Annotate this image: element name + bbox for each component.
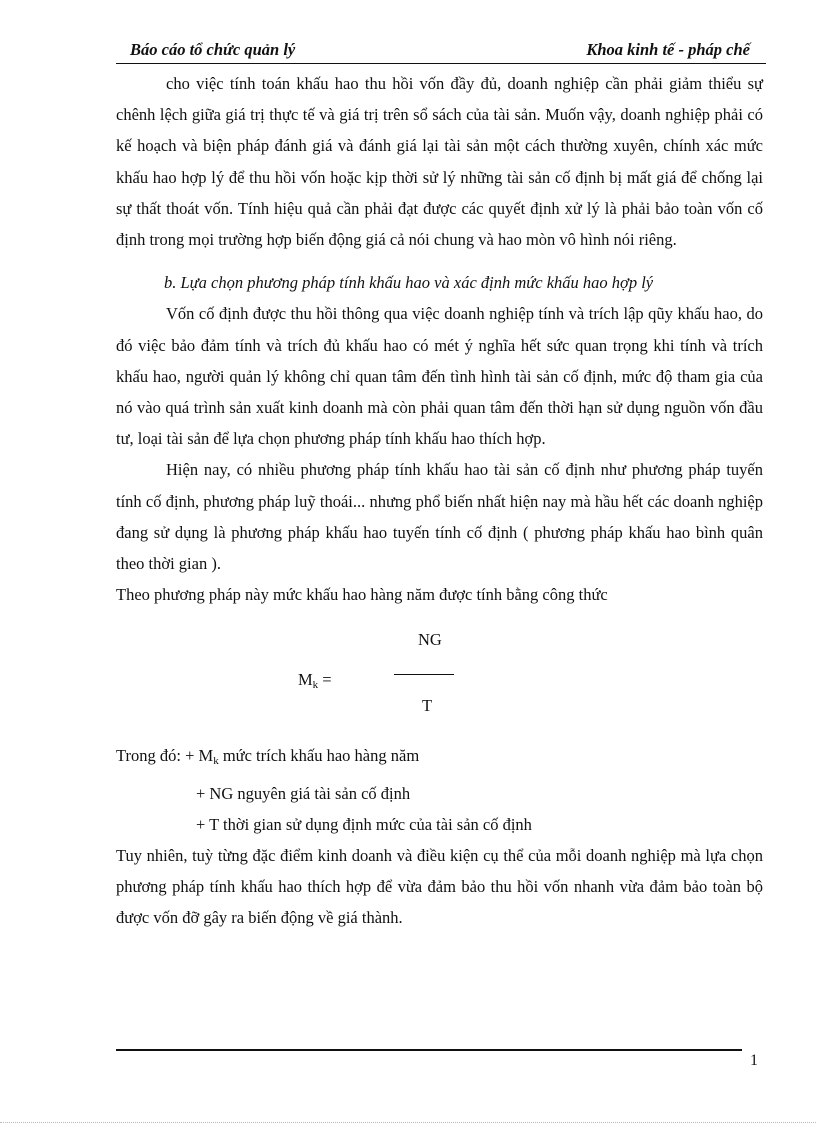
header-right-title: Khoa kinh tế - pháp chế [586, 40, 750, 59]
header-divider [116, 63, 766, 64]
page-number: 1 [750, 1052, 758, 1069]
depreciation-formula [116, 624, 763, 734]
document-body [116, 68, 763, 934]
formula-lhs: $M_k$ = [298, 670, 332, 692]
definition-2: + NG nguyên giá tài sản cố định [196, 783, 411, 803]
paragraph-1: cho việc tính toán khấu hao thu hồi vốn đầy đủ, doanh nghiệp cần phải giảm thiểu sự chênh lệch giữa giá trị thực tế và giá trị trên sổ sách của tài sản. Muốn vậy, doanh nghiệp phải có kế hoạch và biện pháp đánh giá và đánh giá lại tài sản một cách thường xuyên, chính xác mức khấu hao hợp lý để thu hồi vốn hoặc kịp thời sử lý những tài sản cố định bị mất giá để chống lại sự thất thoát vốn. Tính hiệu quả cần phải đạt được các quyết định xử lý là phải bảo toàn vốn cố định trong mọi trường hợp biến động giá cả nói chung và hao mòn vô hình nói riêng. [116, 74, 763, 250]
paragraph-3: Hiện nay, có nhiều phương pháp tính khấu hao tài sản cố định như phương pháp tuyến tính cố định, phương pháp luỹ thoái... nhưng phổ biến nhất hiện nay mà hầu hết các doanh nghiệp đang sử dụng là phương pháp khấu hao tuyến tính cố định ( phương pháp khấu hao bình quân theo thời gian ). [116, 460, 763, 574]
formula-denominator: T [422, 696, 433, 716]
definition-3: + T thời gian sử dụng định mức của tài sản cố định [196, 814, 532, 834]
section-heading: b. Lựa chọn phương pháp tính khấu hao và xác định mức khấu hao hợp lý [164, 273, 654, 293]
header-left-title: Báo cáo tổ chức quản lý [130, 40, 296, 59]
page-header [116, 40, 750, 62]
paragraph-4: Theo phương pháp này mức khấu hao hàng năm được tính bằng công thức [116, 585, 608, 605]
formula-numerator: NG [418, 630, 442, 650]
footer-divider [116, 1049, 742, 1051]
paragraph-2: Vốn cố định được thu hồi thông qua việc doanh nghiệp tính và trích lập qũy khấu hao, do đó việc bảo đảm tính và trích đủ khấu hao có mét ý nghĩa hết sức quan trọng khi tính và trích khấu hao, người quản lý không chỉ quan tâm đến tình hình tài sản cố định, mức độ tham gia của nó vào quá trình sản xuất kinh doanh mà còn phải quan tâm đến thời hạn sử dụng nguồn vốn đầu tư, loại tài sản để lựa chọn phương pháp tính khấu hao thích hợp. [116, 304, 763, 449]
definition-1: Trong đó: + $M_k$ mức trích khấu hao hàng năm [116, 746, 420, 768]
paragraph-5: Tuy nhiên, tuỳ từng đặc điểm kinh doanh và điều kiện cụ thể của mỗi doanh nghiệp mà lựa chọn phương pháp tính khấu hao thích hợp để vừa đảm bảo thu hồi vốn nhanh vừa đảm bảo toàn bộ được vốn đỡ gây ra biến động về giá thành. [116, 846, 763, 928]
fraction-bar [394, 674, 454, 675]
